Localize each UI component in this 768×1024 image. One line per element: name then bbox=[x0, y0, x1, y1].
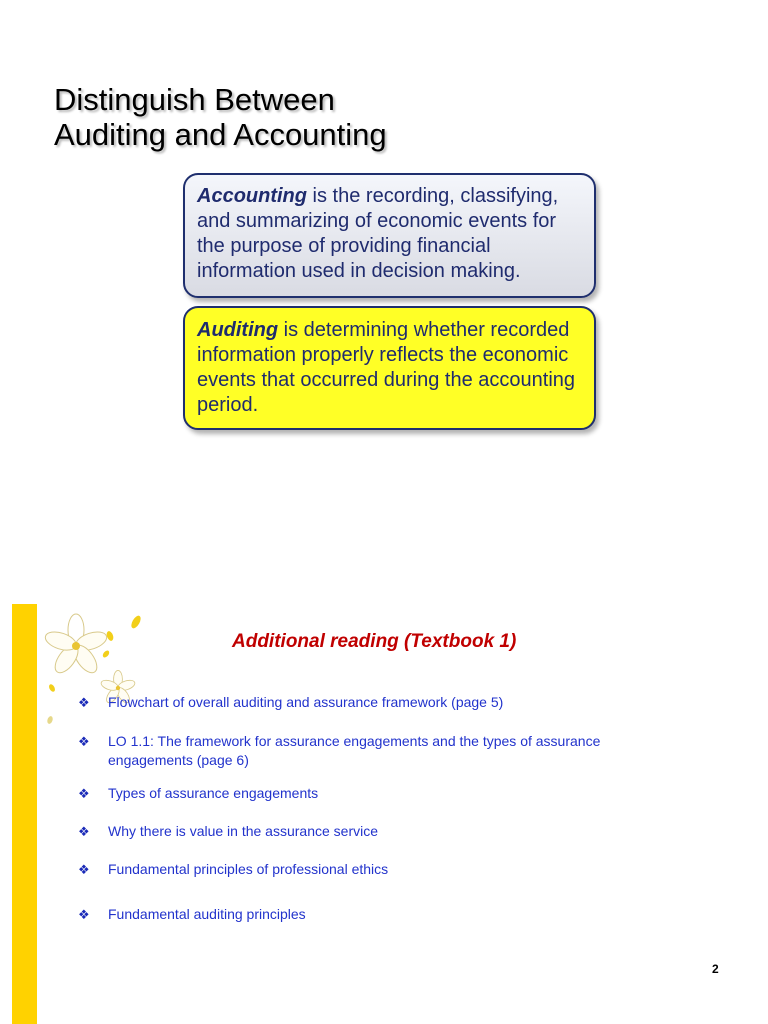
diamond-bullet-icon: ❖ bbox=[78, 786, 90, 801]
auditing-definition-text: is determining whether recorded information properly reflects the economic events that occurred during the accounting period. bbox=[197, 319, 576, 416]
reading-list-item bbox=[78, 905, 628, 924]
auditing-definition-box bbox=[183, 306, 596, 430]
reading-item-text: Flowchart of overall auditing and assurance framework (page 5) bbox=[108, 694, 504, 710]
page-number: 2 bbox=[712, 962, 719, 976]
reading-list-item bbox=[78, 822, 628, 841]
accounting-term: Accounting bbox=[197, 185, 307, 207]
accounting-definition-text: is the recording, classifying, and summarizing of economic events for the purpose of providing financial information used in decision making. bbox=[197, 185, 559, 282]
additional-reading-section bbox=[12, 604, 768, 1024]
diamond-bullet-icon: ❖ bbox=[78, 907, 90, 922]
additional-reading-title: Additional reading (Textbook 1) bbox=[232, 631, 517, 652]
auditing-term: Auditing bbox=[197, 319, 279, 341]
accounting-definition-box bbox=[183, 173, 596, 298]
reading-item-text: Types of assurance engagements bbox=[108, 785, 319, 801]
yellow-accent-bar bbox=[12, 604, 37, 1024]
reading-item-text: Fundamental auditing principles bbox=[108, 906, 306, 922]
reading-list-item bbox=[78, 693, 628, 712]
slide-title bbox=[54, 82, 387, 152]
reading-item-text: Fundamental principles of professional ethics bbox=[108, 861, 389, 877]
diamond-bullet-icon: ❖ bbox=[78, 695, 90, 710]
diamond-bullet-icon: ❖ bbox=[78, 734, 90, 749]
reading-list-item bbox=[78, 732, 628, 770]
reading-item-text: Why there is value in the assurance service bbox=[108, 823, 379, 839]
reading-list-item bbox=[78, 784, 628, 803]
slide-title-line-1: Distinguish Between bbox=[54, 82, 335, 117]
diamond-bullet-icon: ❖ bbox=[78, 862, 90, 877]
reading-item-text: LO 1.1: The framework for assurance engagements and the types of assurance engagements (page 6) bbox=[108, 733, 601, 768]
slide-title-line-2: Auditing and Accounting bbox=[54, 117, 387, 152]
reading-list-item bbox=[78, 860, 628, 879]
diamond-bullet-icon: ❖ bbox=[78, 824, 90, 839]
